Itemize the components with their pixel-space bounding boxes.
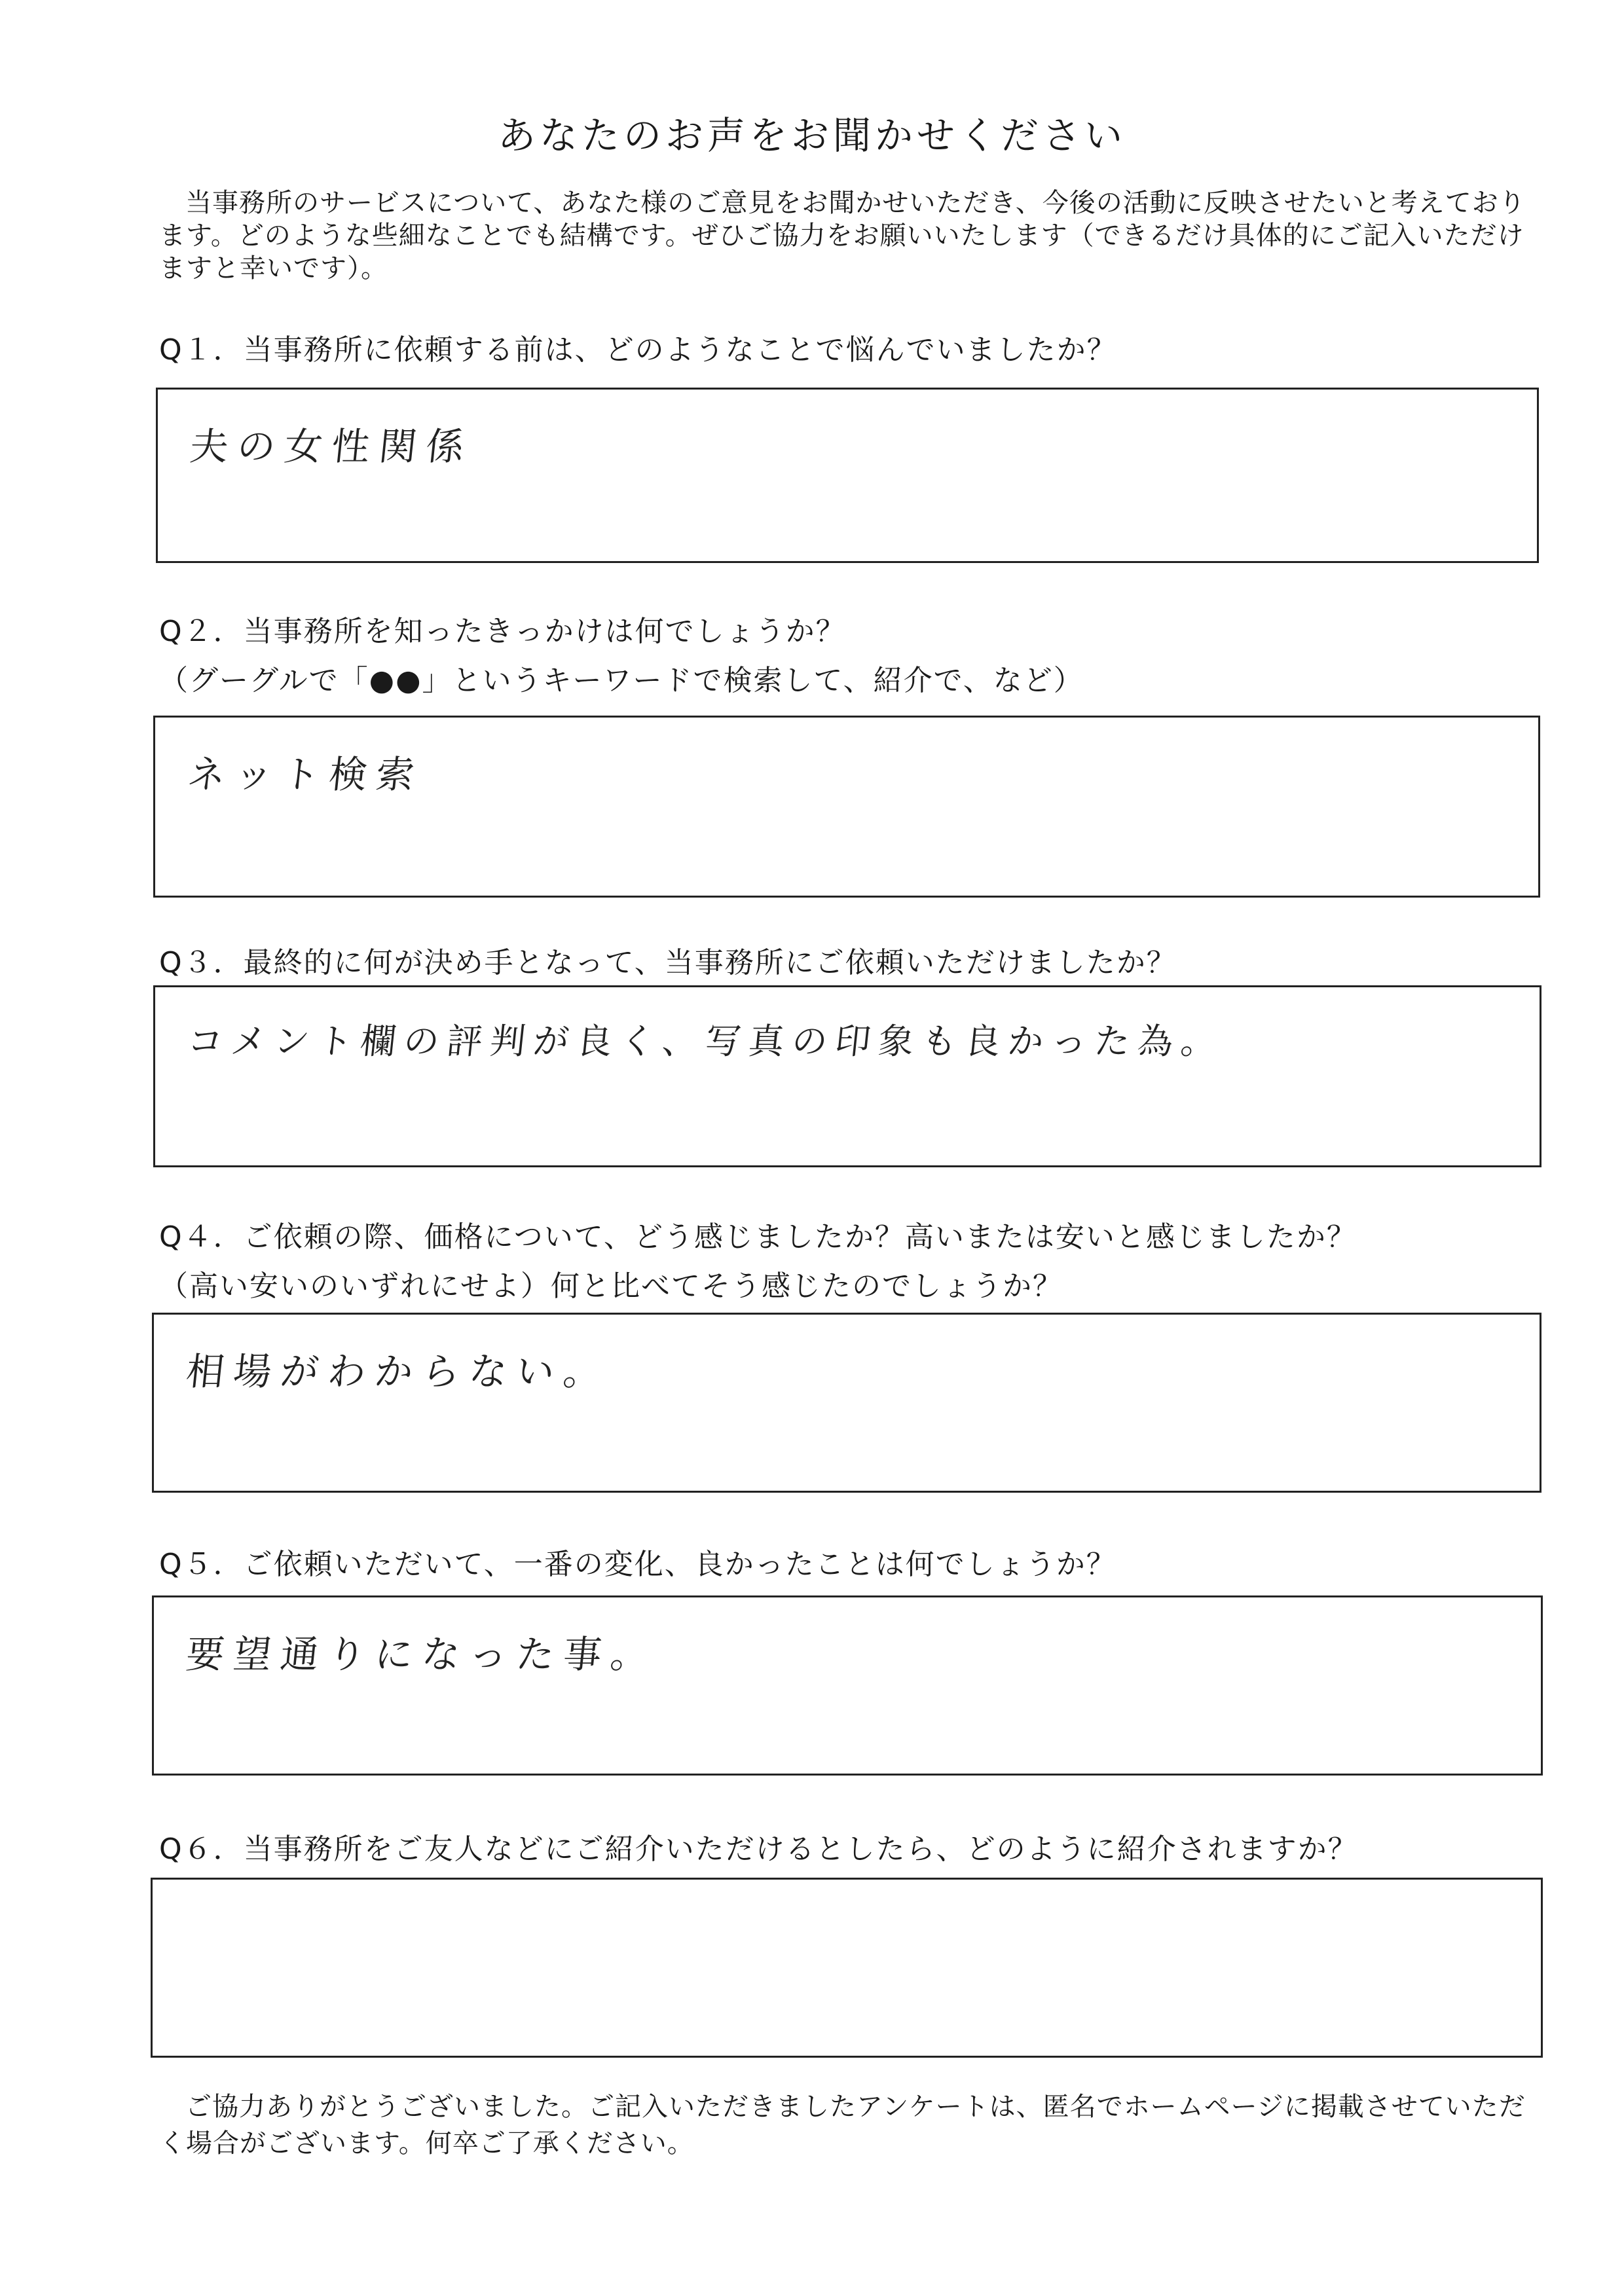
- answer-box-3[interactable]: [153, 985, 1541, 1167]
- closing-note: ご協力ありがとうございました。ご記入いただきましたアンケートは、匿名でホームページに掲載させていただく場合がございます。何卒ご了承ください。: [159, 2092, 1526, 2159]
- intro-text: 当事務所のサービスについて、あなた様のご意見をお聞かせいただき、今後の活動に反映させたいと考えております。どのような些細なことでも結構です。ぜひご協力をお願いいたします（できるだけ具体的にご記入いただけますと幸いです）。: [159, 188, 1526, 283]
- question-3-label: Q３．最終的に何が決め手となって、当事務所にご依頼いただけましたか？: [159, 946, 1177, 979]
- answer-3-text: コメント欄の評判が良く、写真の印象も良かった為。: [185, 1021, 1227, 1062]
- question-4-sub: （高い安いのいずれにせよ）何と比べてそう感じたのでしょうか？: [159, 1269, 1063, 1303]
- question-1-label: Q１．当事務所に依頼する前は、どのようなことで悩んでいましたか？: [159, 333, 1117, 367]
- answer-4-text: 相場がわからない。: [183, 1349, 614, 1394]
- question-2-label: Q２．当事務所を知ったきっかけは何でしょうか？: [159, 615, 846, 648]
- answer-box-6[interactable]: [151, 1878, 1543, 2058]
- page-title: あなたのお声をお聞かせください: [497, 113, 1126, 158]
- question-2-sub: （グーグルで「●●」というキーワードで検索して、紹介で、など）: [159, 664, 1084, 697]
- answer-box-2[interactable]: [153, 716, 1540, 898]
- answer-box-1[interactable]: [156, 388, 1539, 563]
- question-5-label: Q５．ご依頼いただいて、一番の変化、良かったことは何でしょうか？: [159, 1548, 1116, 1581]
- answer-5-text: 要望通りになった事。: [183, 1632, 661, 1677]
- question-4-label: Q４．ご依頼の際、価格について、どう感じましたか？高いまたは安いと感じましたか？: [159, 1220, 1357, 1254]
- answer-2-text: ネット検索: [185, 752, 426, 797]
- answer-box-5[interactable]: [152, 1595, 1543, 1776]
- answer-box-4[interactable]: [152, 1313, 1541, 1493]
- question-6-label: Q６．当事務所をご友人などにご紹介いただけるとしたら、どのように紹介されますか？: [159, 1832, 1358, 1866]
- answer-1-text: 夫の女性関係: [187, 424, 476, 469]
